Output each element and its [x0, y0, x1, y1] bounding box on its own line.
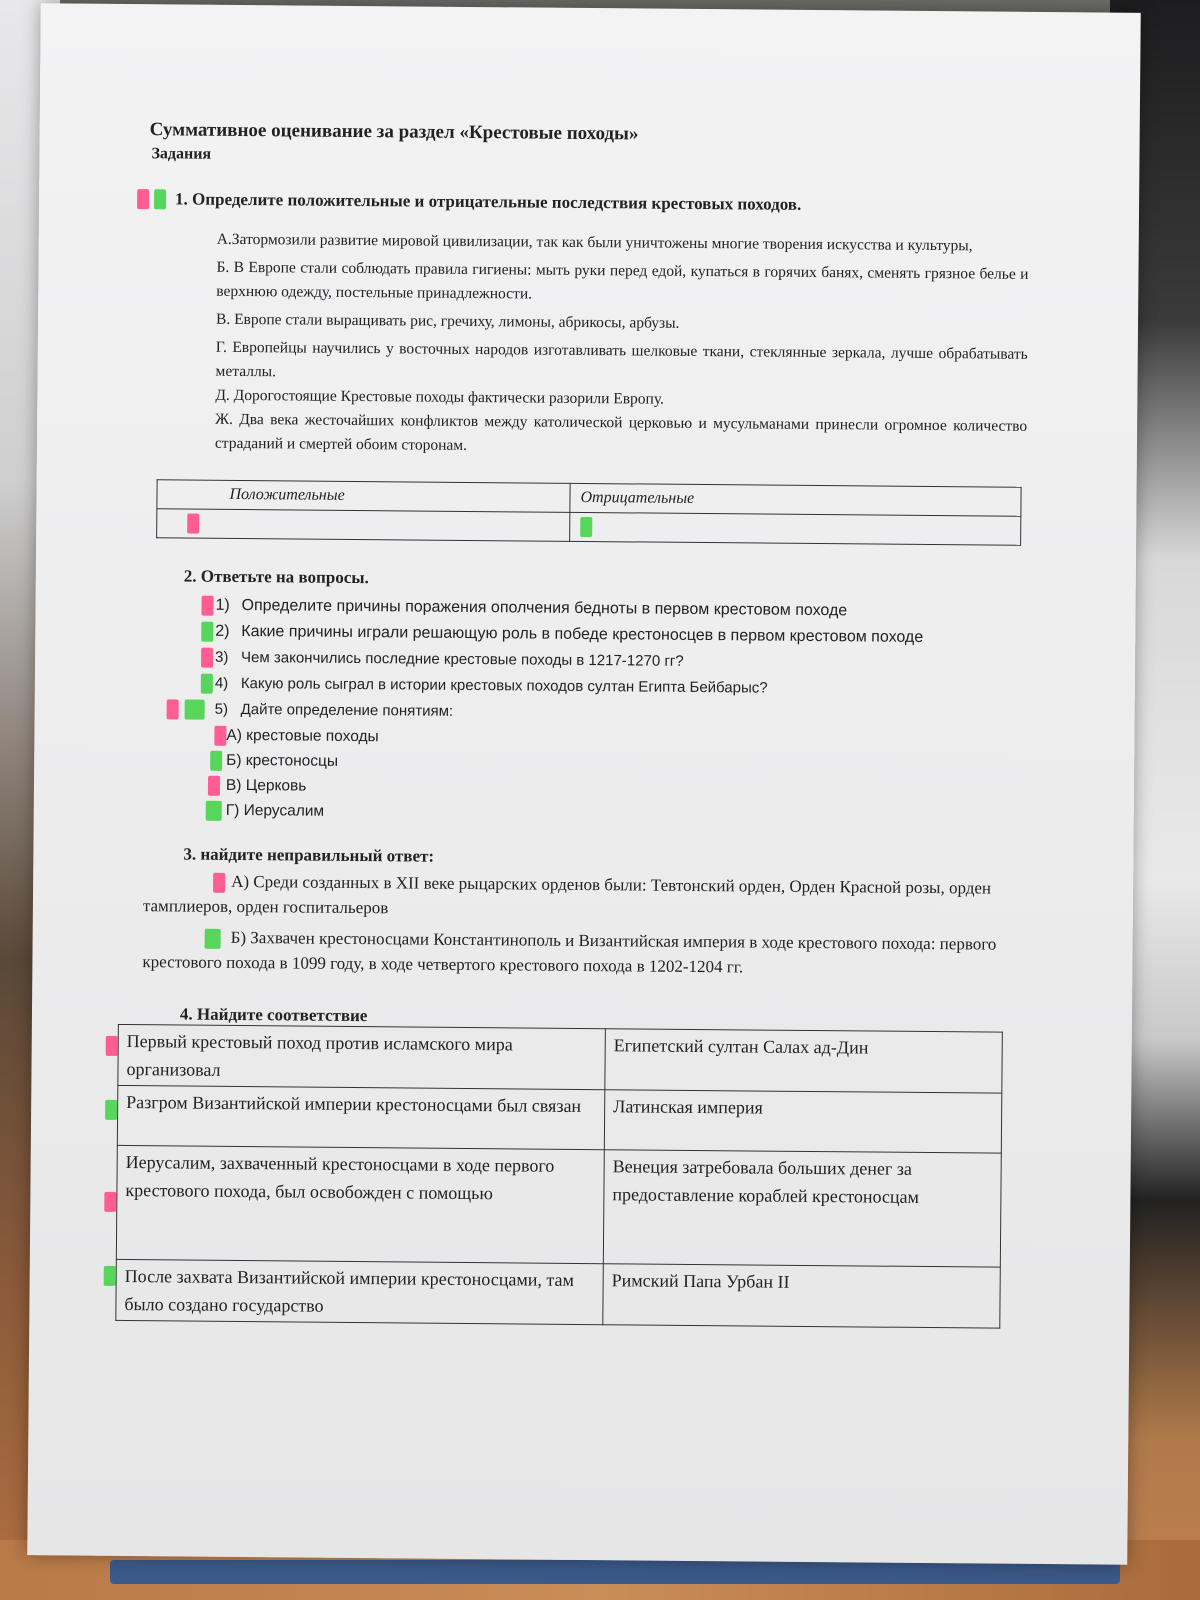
pink-highlight-mark: [137, 189, 149, 209]
worksheet-content: [124, 119, 1029, 1329]
q1-answer-table: [156, 479, 1021, 546]
green-highlight-mark: [154, 189, 166, 209]
negative-answer-cell[interactable]: [570, 512, 1021, 545]
q3-option-a: А) Среди созданных в XII веке рыцарских орденов были: Тевтонский орден, Орден Красной розы, орден тамплиеров, орден госпитальеров: [142, 871, 992, 918]
q2-item-3: 3) Чем закончились последние крестовые походы в 1217-1270 гг?: [145, 644, 1025, 678]
matching-left-cell: Разгром Византийской империи крестоносцами был связан: [117, 1085, 605, 1149]
matching-left-cell: После захвата Византийской империи крестоносцами, там было создано государство: [116, 1259, 604, 1324]
page-subtitle: Задания: [151, 145, 212, 163]
q4-heading: 4. Найдите соответствие: [179, 1004, 368, 1026]
q2-item-4: 4) Какую роль сыграл в истории крестовых походов султан Египта Бейбарыс?: [145, 670, 1025, 704]
matching-left-cell: Первый крестовый поход против исламского мира организовал: [118, 1024, 606, 1089]
matching-left-cell: Иерусалим, захваченный крестоносцами в ходе первого крестового похода, был освобожден с помощью: [116, 1145, 604, 1263]
pink-highlight-mark: [187, 514, 199, 534]
pink-highlight-mark: [213, 873, 225, 893]
matching-row: [117, 1085, 1001, 1153]
q3-heading: 3. найдите неправильный ответ:: [183, 844, 435, 866]
q1-item-g: Г. Европейцы научились у восточных народов изготавливать шелковые ткани, стеклянные зеркала, лучше обрабатывать металлы.: [215, 338, 1028, 381]
pink-highlight-mark: [201, 596, 213, 616]
matching-right-cell: Римский Папа Урбан II: [603, 1264, 1001, 1328]
q1-marks: [137, 189, 166, 209]
positive-column-header: Положительные: [157, 480, 570, 513]
q1-item-b: Б. В Европе стали соблюдать правила гигиены: мыть руки перед едой, купаться в горячих банях, сменять грязное белье и верхнюю одежду, постельные принадлежности.: [216, 258, 1029, 303]
q1-items: [147, 227, 1029, 463]
q2-item-1: 1) Определите причины поражения ополчения бедноты в первом крестовом походе: [145, 592, 1025, 626]
green-highlight-mark: [185, 700, 205, 720]
matching-row: [118, 1024, 1002, 1093]
q4-matching-table: [115, 1024, 1003, 1329]
q2-sub-item-g: Г) Иерусалим: [144, 797, 1024, 830]
q4-table-wrapper: [124, 1024, 1022, 1329]
q1-item-zh: Ж. Два века жесточайших конфликтов между католической церковью и мусульманами принесли огромное количество страданий и смертей обоим сторонам.: [214, 410, 1028, 454]
pink-highlight-mark: [201, 648, 213, 668]
green-highlight-mark: [201, 674, 213, 694]
q2-item-5: 5) Дайте определение понятиям:: [145, 696, 1025, 730]
q2-sub-item-v: В) Церковь: [144, 772, 1024, 805]
q1-item-d: Д. Дорогостоящие Крестовые походы фактически разорили Европу.: [215, 386, 665, 408]
q1-heading-text: 1. Определите положительные и отрицательные последствия крестовых походов.: [175, 189, 802, 214]
q1-item-v: В. Европе стали выращивать рис, гречиху, лимоны, абрикосы, арбузы.: [215, 310, 680, 332]
matching-row: [116, 1259, 1000, 1328]
q2-sub-item-b: Б) крестоносцы: [144, 747, 1024, 780]
pink-highlight-mark: [167, 699, 179, 719]
q2-sub-item-a: А) крестовые походы: [144, 722, 1024, 755]
q2-item-2: 2) Какие причины играли решающую роль в победе крестоносцев в первом крестовом походе: [145, 618, 1025, 652]
matching-right-cell: Египетский султан Салах ад-Дин: [605, 1029, 1003, 1093]
pink-highlight-mark: [104, 1192, 116, 1212]
q2-list: [144, 592, 1026, 830]
pink-highlight-mark: [214, 726, 226, 746]
q1-heading: [149, 189, 1029, 217]
folder-edge: [110, 1560, 1120, 1584]
green-highlight-mark: [201, 622, 213, 642]
paper-sheet: [27, 3, 1141, 1565]
matching-row: [116, 1145, 1001, 1267]
green-highlight-mark: [105, 1100, 117, 1120]
green-highlight-mark: [205, 929, 221, 949]
pink-highlight-mark: [106, 1036, 118, 1056]
pink-highlight-mark: [208, 776, 220, 796]
matching-right-cell: Латинская империя: [604, 1090, 1002, 1153]
green-highlight-mark: [104, 1266, 116, 1286]
q1-item-a: А.Затормозили развитие мировой цивилизации, так как были уничтожены многие творения искусства и культуры,: [216, 230, 973, 255]
q3-option-b: Б) Захвачен крестоносцами Константинополь и Византийская империя в ходе крестового похода: первого крестового похода в 1099 году, в ходе четвертого крестового похода в 1202-1204 гг.: [142, 927, 997, 977]
q2-heading: 2. Ответьте на вопросы.: [183, 566, 369, 588]
green-highlight-mark: [580, 517, 592, 537]
matching-right-cell: Венеция затребовала больших денег за предоставление кораблей крестоносцам: [603, 1150, 1001, 1267]
page-title: Суммативное оценивание за раздел «Крестовые походы»: [149, 119, 639, 145]
negative-column-header: Отрицательные: [570, 483, 1021, 516]
green-highlight-mark: [206, 801, 222, 821]
positive-answer-cell[interactable]: [157, 509, 570, 542]
green-highlight-mark: [210, 751, 222, 771]
